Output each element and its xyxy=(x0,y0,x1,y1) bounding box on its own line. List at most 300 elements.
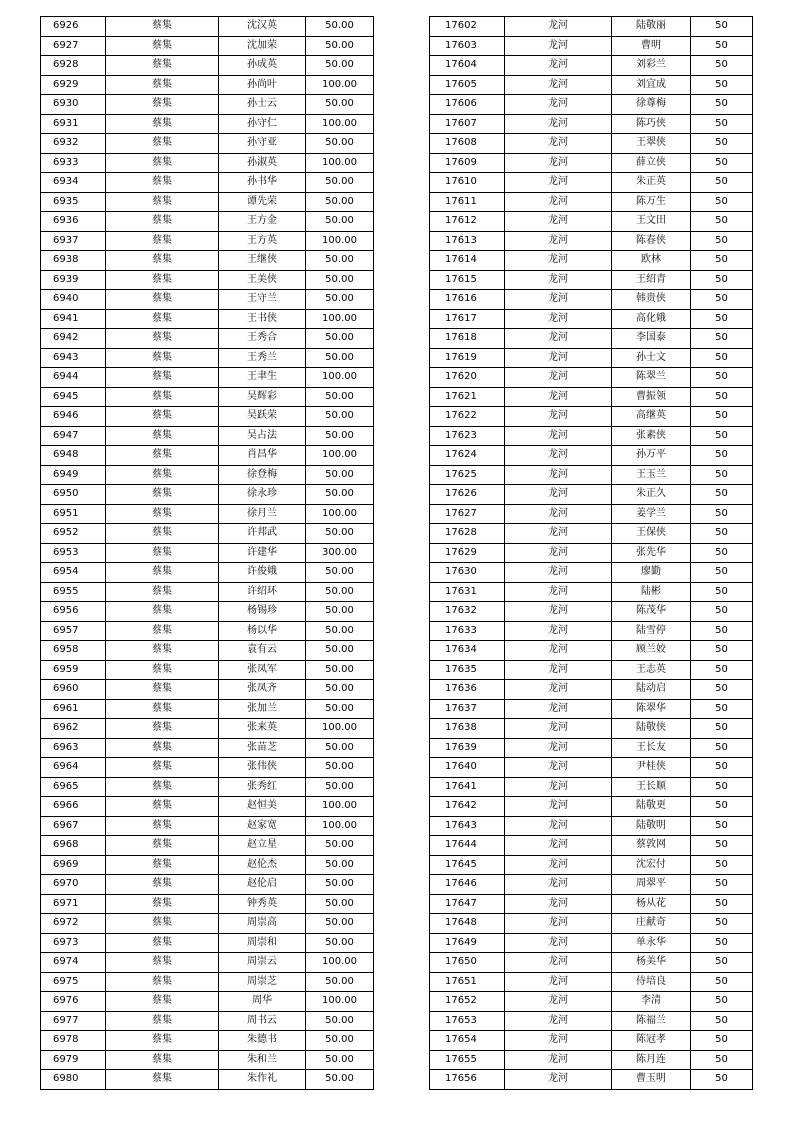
table-row xyxy=(41,680,374,700)
record-number-cell: 17640 xyxy=(430,758,505,778)
table-row xyxy=(41,914,374,934)
record-number-cell: 17625 xyxy=(430,465,505,485)
town-name-cell: 蔡集 xyxy=(106,816,219,836)
person-name-cell: 张素侠 xyxy=(612,426,691,446)
record-number-cell: 6947 xyxy=(41,426,106,446)
amount-cell: 50.00 xyxy=(306,524,374,544)
record-number-cell: 6950 xyxy=(41,485,106,505)
town-name-cell: 蔡集 xyxy=(106,329,219,349)
table-row xyxy=(41,504,374,524)
person-name-cell: 王玉兰 xyxy=(612,465,691,485)
person-name-cell: 朱作礼 xyxy=(219,1070,306,1090)
person-name-cell: 陆敬更 xyxy=(612,797,691,817)
left-table-body xyxy=(41,17,374,1090)
person-name-cell: 王方英 xyxy=(219,231,306,251)
amount-cell: 100.00 xyxy=(306,446,374,466)
record-number-cell: 6964 xyxy=(41,758,106,778)
town-name-cell: 龙河 xyxy=(505,212,612,232)
record-number-cell: 6971 xyxy=(41,894,106,914)
amount-cell: 50 xyxy=(691,17,753,37)
record-number-cell: 17656 xyxy=(430,1070,505,1090)
record-number-cell: 17618 xyxy=(430,329,505,349)
town-name-cell: 龙河 xyxy=(505,348,612,368)
amount-cell: 50 xyxy=(691,485,753,505)
record-number-cell: 6968 xyxy=(41,836,106,856)
town-name-cell: 龙河 xyxy=(505,894,612,914)
person-name-cell: 欧林 xyxy=(612,251,691,271)
person-name-cell: 王继侠 xyxy=(219,251,306,271)
amount-cell: 50 xyxy=(691,465,753,485)
person-name-cell: 孙淑英 xyxy=(219,153,306,173)
town-name-cell: 龙河 xyxy=(505,1050,612,1070)
town-name-cell: 龙河 xyxy=(505,797,612,817)
record-number-cell: 6938 xyxy=(41,251,106,271)
town-name-cell: 蔡集 xyxy=(106,465,219,485)
amount-cell: 50 xyxy=(691,407,753,427)
table-row xyxy=(41,641,374,661)
amount-cell: 50 xyxy=(691,173,753,193)
town-name-cell: 蔡集 xyxy=(106,192,219,212)
amount-cell: 50 xyxy=(691,641,753,661)
record-number-cell: 6965 xyxy=(41,777,106,797)
amount-cell: 50.00 xyxy=(306,602,374,622)
person-name-cell: 许邦武 xyxy=(219,524,306,544)
person-name-cell: 徐月兰 xyxy=(219,504,306,524)
amount-cell: 50 xyxy=(691,875,753,895)
table-row xyxy=(41,485,374,505)
town-name-cell: 蔡集 xyxy=(106,95,219,115)
town-name-cell: 龙河 xyxy=(505,543,612,563)
amount-cell: 50.00 xyxy=(306,407,374,427)
record-number-cell: 6946 xyxy=(41,407,106,427)
table-row xyxy=(430,56,753,76)
person-name-cell: 陈翠华 xyxy=(612,699,691,719)
amount-cell: 50 xyxy=(691,797,753,817)
amount-cell: 50 xyxy=(691,777,753,797)
table-row xyxy=(430,368,753,388)
person-name-cell: 沈汉英 xyxy=(219,17,306,37)
town-name-cell: 龙河 xyxy=(505,36,612,56)
table-row xyxy=(430,290,753,310)
person-name-cell: 吴占法 xyxy=(219,426,306,446)
person-name-cell: 陈福兰 xyxy=(612,1011,691,1031)
table-row xyxy=(41,563,374,583)
amount-cell: 50.00 xyxy=(306,660,374,680)
table-row xyxy=(41,368,374,388)
person-name-cell: 张凤齐 xyxy=(219,680,306,700)
amount-cell: 50 xyxy=(691,1070,753,1090)
amount-cell: 50 xyxy=(691,231,753,251)
table-row xyxy=(430,485,753,505)
table-row xyxy=(41,621,374,641)
record-number-cell: 6931 xyxy=(41,114,106,134)
table-row xyxy=(430,758,753,778)
amount-cell: 50 xyxy=(691,95,753,115)
town-name-cell: 龙河 xyxy=(505,290,612,310)
record-number-cell: 17641 xyxy=(430,777,505,797)
amount-cell: 100.00 xyxy=(306,719,374,739)
record-number-cell: 6960 xyxy=(41,680,106,700)
record-number-cell: 17606 xyxy=(430,95,505,115)
person-name-cell: 张伟侠 xyxy=(219,758,306,778)
town-name-cell: 蔡集 xyxy=(106,797,219,817)
table-row xyxy=(430,1070,753,1090)
person-name-cell: 陈冠孝 xyxy=(612,1031,691,1051)
record-number-cell: 17654 xyxy=(430,1031,505,1051)
town-name-cell: 蔡集 xyxy=(106,894,219,914)
amount-cell: 50 xyxy=(691,290,753,310)
person-name-cell: 姜学兰 xyxy=(612,504,691,524)
table-row xyxy=(430,192,753,212)
record-number-cell: 6945 xyxy=(41,387,106,407)
table-row xyxy=(41,660,374,680)
person-name-cell: 陆敬侠 xyxy=(612,719,691,739)
person-name-cell: 王文田 xyxy=(612,212,691,232)
amount-cell: 50.00 xyxy=(306,777,374,797)
town-name-cell: 蔡集 xyxy=(106,134,219,154)
town-name-cell: 蔡集 xyxy=(106,114,219,134)
table-row xyxy=(41,894,374,914)
record-number-cell: 17615 xyxy=(430,270,505,290)
record-number-cell: 6934 xyxy=(41,173,106,193)
table-row xyxy=(41,75,374,95)
record-number-cell: 17620 xyxy=(430,368,505,388)
amount-cell: 50 xyxy=(691,699,753,719)
person-name-cell: 徐永珍 xyxy=(219,485,306,505)
amount-cell: 50 xyxy=(691,543,753,563)
record-number-cell: 17607 xyxy=(430,114,505,134)
person-name-cell: 周崇芝 xyxy=(219,972,306,992)
amount-cell: 50 xyxy=(691,738,753,758)
amount-cell: 50 xyxy=(691,75,753,95)
town-name-cell: 蔡集 xyxy=(106,36,219,56)
town-name-cell: 龙河 xyxy=(505,270,612,290)
town-name-cell: 蔡集 xyxy=(106,621,219,641)
amount-cell: 50.00 xyxy=(306,465,374,485)
town-name-cell: 蔡集 xyxy=(106,524,219,544)
record-number-cell: 17644 xyxy=(430,836,505,856)
amount-cell: 50 xyxy=(691,602,753,622)
amount-cell: 50 xyxy=(691,426,753,446)
person-name-cell: 周崇高 xyxy=(219,914,306,934)
table-row xyxy=(430,426,753,446)
amount-cell: 100.00 xyxy=(306,816,374,836)
table-row xyxy=(41,738,374,758)
table-row xyxy=(430,504,753,524)
table-row xyxy=(430,719,753,739)
town-name-cell: 龙河 xyxy=(505,368,612,388)
amount-cell: 50.00 xyxy=(306,1011,374,1031)
person-name-cell: 陈翠兰 xyxy=(612,368,691,388)
record-number-cell: 17653 xyxy=(430,1011,505,1031)
record-number-cell: 6974 xyxy=(41,953,106,973)
person-name-cell: 庄献奇 xyxy=(612,914,691,934)
table-row xyxy=(41,543,374,563)
person-name-cell: 赵家宽 xyxy=(219,816,306,836)
person-name-cell: 沈加荣 xyxy=(219,36,306,56)
person-name-cell: 高继英 xyxy=(612,407,691,427)
town-name-cell: 蔡集 xyxy=(106,426,219,446)
town-name-cell: 龙河 xyxy=(505,641,612,661)
table-row xyxy=(430,36,753,56)
town-name-cell: 龙河 xyxy=(505,738,612,758)
person-name-cell: 赵立星 xyxy=(219,836,306,856)
table-row xyxy=(430,17,753,37)
person-name-cell: 曹振领 xyxy=(612,387,691,407)
amount-cell: 50 xyxy=(691,446,753,466)
person-name-cell: 顾兰姣 xyxy=(612,641,691,661)
person-name-cell: 朱正久 xyxy=(612,485,691,505)
record-number-cell: 6928 xyxy=(41,56,106,76)
person-name-cell: 王书侠 xyxy=(219,309,306,329)
table-row xyxy=(430,1031,753,1051)
town-name-cell: 龙河 xyxy=(505,329,612,349)
person-name-cell: 孙守亚 xyxy=(219,134,306,154)
person-name-cell: 肖昌华 xyxy=(219,446,306,466)
record-number-cell: 17603 xyxy=(430,36,505,56)
amount-cell: 50.00 xyxy=(306,485,374,505)
record-number-cell: 17621 xyxy=(430,387,505,407)
amount-cell: 50.00 xyxy=(306,1070,374,1090)
amount-cell: 50 xyxy=(691,192,753,212)
table-row xyxy=(41,933,374,953)
record-number-cell: 17614 xyxy=(430,251,505,271)
record-number-cell: 6935 xyxy=(41,192,106,212)
amount-cell: 100.00 xyxy=(306,231,374,251)
person-name-cell: 赵恒美 xyxy=(219,797,306,817)
table-row xyxy=(430,134,753,154)
record-number-cell: 6966 xyxy=(41,797,106,817)
record-number-cell: 17631 xyxy=(430,582,505,602)
person-name-cell: 袁有云 xyxy=(219,641,306,661)
amount-cell: 50.00 xyxy=(306,855,374,875)
record-number-cell: 17609 xyxy=(430,153,505,173)
person-name-cell: 杨以华 xyxy=(219,621,306,641)
person-name-cell: 许俊娥 xyxy=(219,563,306,583)
table-row xyxy=(41,95,374,115)
table-row xyxy=(430,1011,753,1031)
town-name-cell: 龙河 xyxy=(505,933,612,953)
table-row xyxy=(430,602,753,622)
town-name-cell: 蔡集 xyxy=(106,602,219,622)
amount-cell: 50 xyxy=(691,563,753,583)
town-name-cell: 蔡集 xyxy=(106,758,219,778)
town-name-cell: 蔡集 xyxy=(106,563,219,583)
amount-cell: 50.00 xyxy=(306,758,374,778)
person-name-cell: 谭先荣 xyxy=(219,192,306,212)
record-number-cell: 17608 xyxy=(430,134,505,154)
person-name-cell: 陆彬 xyxy=(612,582,691,602)
person-name-cell: 孙书华 xyxy=(219,173,306,193)
person-name-cell: 周崇云 xyxy=(219,953,306,973)
town-name-cell: 龙河 xyxy=(505,1070,612,1090)
amount-cell: 50.00 xyxy=(306,426,374,446)
person-name-cell: 孙成英 xyxy=(219,56,306,76)
table-row xyxy=(41,836,374,856)
town-name-cell: 蔡集 xyxy=(106,270,219,290)
amount-cell: 50.00 xyxy=(306,699,374,719)
table-row xyxy=(41,114,374,134)
amount-cell: 50.00 xyxy=(306,290,374,310)
town-name-cell: 龙河 xyxy=(505,875,612,895)
amount-cell: 50 xyxy=(691,114,753,134)
amount-cell: 100.00 xyxy=(306,153,374,173)
town-name-cell: 龙河 xyxy=(505,173,612,193)
town-name-cell: 蔡集 xyxy=(106,485,219,505)
record-number-cell: 17652 xyxy=(430,992,505,1012)
town-name-cell: 龙河 xyxy=(505,836,612,856)
table-row xyxy=(41,231,374,251)
amount-cell: 50.00 xyxy=(306,192,374,212)
town-name-cell: 蔡集 xyxy=(106,17,219,37)
record-number-cell: 6961 xyxy=(41,699,106,719)
person-name-cell: 吴辉彩 xyxy=(219,387,306,407)
person-name-cell: 王保侠 xyxy=(612,524,691,544)
person-name-cell: 孙士文 xyxy=(612,348,691,368)
table-row xyxy=(430,894,753,914)
record-number-cell: 17626 xyxy=(430,485,505,505)
amount-cell: 50.00 xyxy=(306,17,374,37)
record-number-cell: 6967 xyxy=(41,816,106,836)
record-number-cell: 6942 xyxy=(41,329,106,349)
record-number-cell: 6951 xyxy=(41,504,106,524)
record-number-cell: 17613 xyxy=(430,231,505,251)
table-row xyxy=(430,680,753,700)
table-row xyxy=(41,446,374,466)
person-name-cell: 沈宏付 xyxy=(612,855,691,875)
record-number-cell: 6962 xyxy=(41,719,106,739)
table-row xyxy=(41,153,374,173)
table-row xyxy=(430,387,753,407)
amount-cell: 50 xyxy=(691,153,753,173)
person-name-cell: 孙士云 xyxy=(219,95,306,115)
table-row xyxy=(41,1050,374,1070)
amount-cell: 50 xyxy=(691,309,753,329)
amount-cell: 50.00 xyxy=(306,836,374,856)
table-row xyxy=(41,777,374,797)
person-name-cell: 薛立侠 xyxy=(612,153,691,173)
person-name-cell: 王秀兰 xyxy=(219,348,306,368)
record-number-cell: 6978 xyxy=(41,1031,106,1051)
amount-cell: 50.00 xyxy=(306,914,374,934)
record-number-cell: 6949 xyxy=(41,465,106,485)
table-row xyxy=(430,992,753,1012)
record-number-cell: 6930 xyxy=(41,95,106,115)
person-name-cell: 陆敬明 xyxy=(612,816,691,836)
table-row xyxy=(41,329,374,349)
record-number-cell: 6948 xyxy=(41,446,106,466)
table-row xyxy=(430,75,753,95)
town-name-cell: 龙河 xyxy=(505,114,612,134)
record-number-cell: 6933 xyxy=(41,153,106,173)
person-name-cell: 王翠侠 xyxy=(612,134,691,154)
person-name-cell: 朱和兰 xyxy=(219,1050,306,1070)
record-number-cell: 17642 xyxy=(430,797,505,817)
record-number-cell: 17646 xyxy=(430,875,505,895)
table-row xyxy=(41,992,374,1012)
person-name-cell: 刘彩兰 xyxy=(612,56,691,76)
person-name-cell: 王长顺 xyxy=(612,777,691,797)
table-row xyxy=(430,1050,753,1070)
person-name-cell: 钟秀英 xyxy=(219,894,306,914)
person-name-cell: 陆敬丽 xyxy=(612,17,691,37)
person-name-cell: 徐尊梅 xyxy=(612,95,691,115)
table-row xyxy=(430,699,753,719)
amount-cell: 50 xyxy=(691,1011,753,1031)
town-name-cell: 蔡集 xyxy=(106,641,219,661)
person-name-cell: 张先华 xyxy=(612,543,691,563)
amount-cell: 100.00 xyxy=(306,953,374,973)
town-name-cell: 龙河 xyxy=(505,251,612,271)
amount-cell: 50.00 xyxy=(306,933,374,953)
amount-cell: 50 xyxy=(691,660,753,680)
person-name-cell: 许绍环 xyxy=(219,582,306,602)
table-row xyxy=(430,173,753,193)
person-name-cell: 赵伦启 xyxy=(219,875,306,895)
left-table xyxy=(40,16,374,1090)
town-name-cell: 蔡集 xyxy=(106,387,219,407)
amount-cell: 50.00 xyxy=(306,387,374,407)
amount-cell: 50 xyxy=(691,212,753,232)
amount-cell: 50.00 xyxy=(306,875,374,895)
town-name-cell: 蔡集 xyxy=(106,1031,219,1051)
town-name-cell: 龙河 xyxy=(505,719,612,739)
amount-cell: 50.00 xyxy=(306,173,374,193)
amount-cell: 50 xyxy=(691,36,753,56)
amount-cell: 50 xyxy=(691,1031,753,1051)
person-name-cell: 王长友 xyxy=(612,738,691,758)
record-number-cell: 17643 xyxy=(430,816,505,836)
town-name-cell: 蔡集 xyxy=(106,543,219,563)
amount-cell: 50.00 xyxy=(306,212,374,232)
town-name-cell: 龙河 xyxy=(505,426,612,446)
table-row xyxy=(41,699,374,719)
amount-cell: 50 xyxy=(691,719,753,739)
person-name-cell: 周翠平 xyxy=(612,875,691,895)
person-name-cell: 周书云 xyxy=(219,1011,306,1031)
table-row xyxy=(430,309,753,329)
record-number-cell: 6932 xyxy=(41,134,106,154)
person-name-cell: 周崇和 xyxy=(219,933,306,953)
person-name-cell: 孙守仁 xyxy=(219,114,306,134)
amount-cell: 50.00 xyxy=(306,1031,374,1051)
person-name-cell: 刘宜成 xyxy=(612,75,691,95)
person-name-cell: 曹玉明 xyxy=(612,1070,691,1090)
town-name-cell: 蔡集 xyxy=(106,660,219,680)
person-name-cell: 曹明 xyxy=(612,36,691,56)
table-row xyxy=(430,953,753,973)
record-number-cell: 6976 xyxy=(41,992,106,1012)
record-number-cell: 6956 xyxy=(41,602,106,622)
person-name-cell: 杨从花 xyxy=(612,894,691,914)
town-name-cell: 蔡集 xyxy=(106,680,219,700)
amount-cell: 100.00 xyxy=(306,504,374,524)
person-name-cell: 陈春侠 xyxy=(612,231,691,251)
amount-cell: 100.00 xyxy=(306,114,374,134)
table-row xyxy=(41,972,374,992)
town-name-cell: 蔡集 xyxy=(106,75,219,95)
record-number-cell: 17605 xyxy=(430,75,505,95)
amount-cell: 50 xyxy=(691,368,753,388)
amount-cell: 50 xyxy=(691,134,753,154)
person-name-cell: 李清 xyxy=(612,992,691,1012)
town-name-cell: 蔡集 xyxy=(106,56,219,76)
town-name-cell: 龙河 xyxy=(505,1011,612,1031)
table-row xyxy=(430,660,753,680)
person-name-cell: 王秀合 xyxy=(219,329,306,349)
table-row xyxy=(41,387,374,407)
amount-cell: 50 xyxy=(691,953,753,973)
